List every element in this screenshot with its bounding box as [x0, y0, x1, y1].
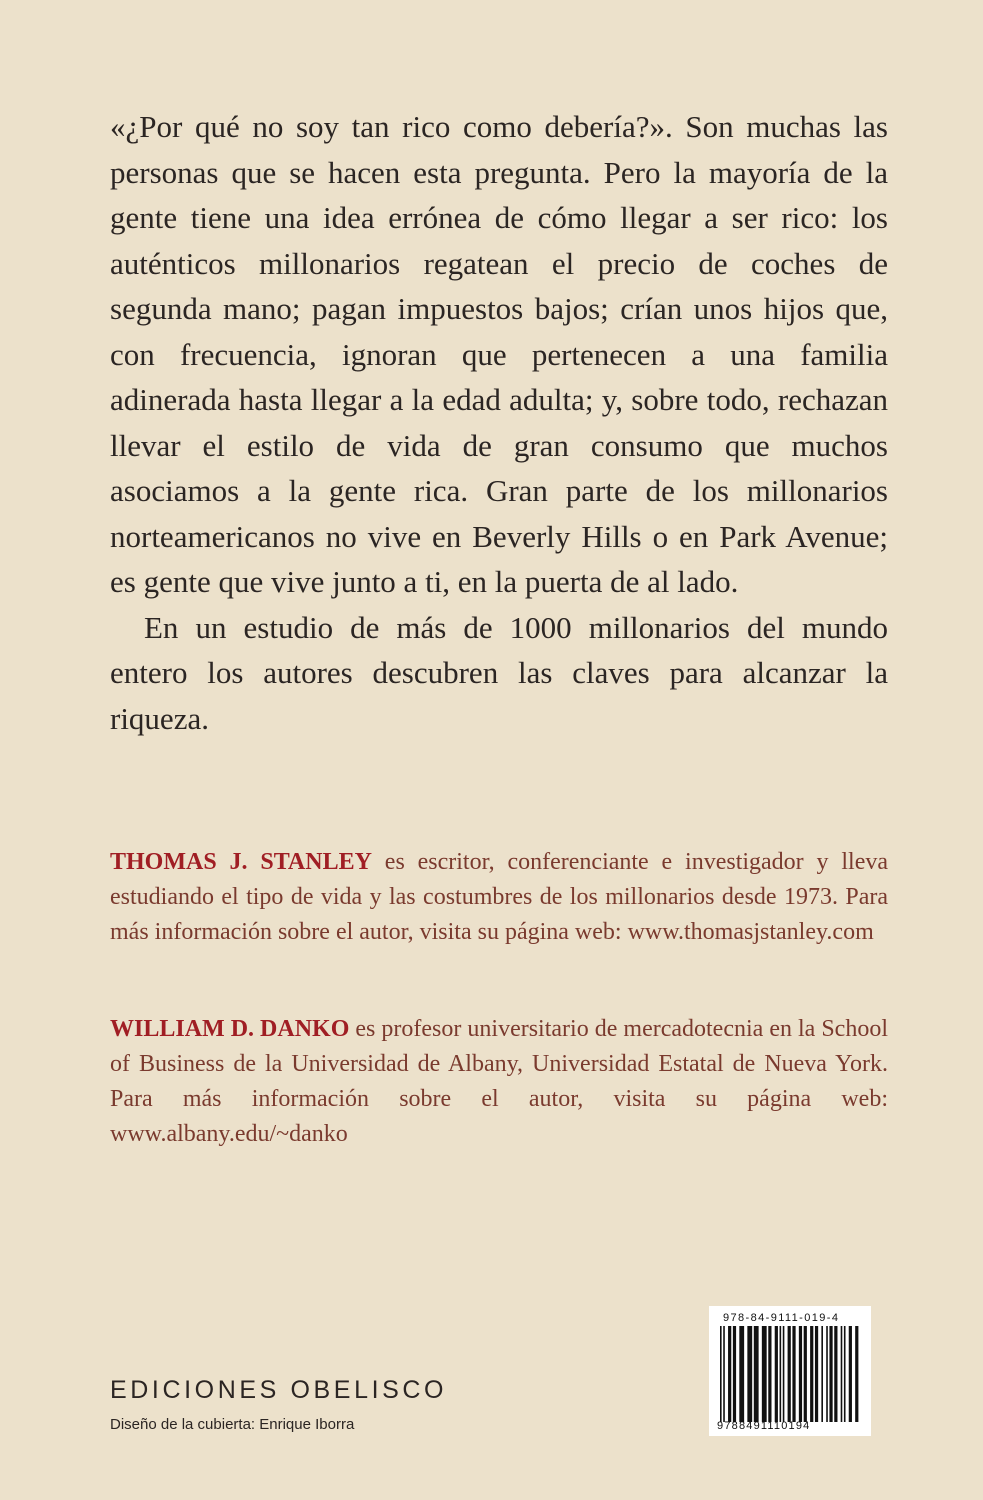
synopsis-paragraph-1: «¿Por qué no soy tan rico como debería?». Son muchas las personas que se hacen esta pregunta. Pero la mayoría de la gente tiene una idea errónea de cómo llegar a ser rico: los auténticos millonarios regatean el precio de coches de segunda mano; pagan impuestos bajos; crían unos hijos que, con frecuencia, ignoran que pertenecen a una familia adinerada hasta llegar a la edad adulta; y, sobre todo, rechazan llevar el estilo de vida de gran consumo que muchos asociamos a la gente rica. Gran parte de los millonarios norteamericanos no vive en Beverly Hills o en Park Avenue; es gente que vive junto a ti, en la puerta de al lado. [110, 109, 888, 599]
barcode-bar [747, 1326, 752, 1422]
cover-design-credit: Diseño de la cubierta: Enrique Iborra [110, 1416, 355, 1433]
author-bio-text: es escritor, conferenciante e investigador y lleva estudiando el tipo de vida y las costumbres de los millonarios desde 1973. Para más información sobre el autor, visita su página web: www.thomasjstanley.com [110, 849, 888, 945]
barcode-bar [834, 1326, 837, 1422]
barcode-bar [723, 1326, 725, 1422]
barcode-bars [720, 1326, 860, 1422]
barcode-bar [799, 1326, 802, 1422]
barcode-bar [855, 1326, 858, 1422]
author-name: WILLIAM D. DANKO [110, 1016, 350, 1042]
barcode-bar [728, 1326, 731, 1422]
barcode-bar [788, 1326, 791, 1422]
barcode-bar [829, 1326, 832, 1422]
barcode-bar [849, 1326, 852, 1422]
barcode-bar [780, 1326, 782, 1422]
author-bio-stanley [110, 845, 888, 950]
isbn-number: 978-84-9111-019-4 [723, 1312, 840, 1324]
barcode-bar [826, 1326, 828, 1422]
author-bio-danko [110, 1012, 888, 1152]
barcode-bar [821, 1326, 823, 1422]
barcode-bar [810, 1326, 813, 1422]
synopsis-paragraph-2: En un estudio de más de 1000 millonarios del mundo entero los autores descubren las claves para alcanzar la riqueza. [110, 609, 888, 736]
publisher-name: EDICIONES OBELISCO [110, 1376, 448, 1404]
barcode-bar [783, 1326, 785, 1422]
barcode-bar [762, 1326, 767, 1422]
ean-number: 9788491110194 [717, 1420, 811, 1432]
barcode-bar [775, 1326, 778, 1422]
barcode-bar [720, 1326, 722, 1422]
author-name: THOMAS J. STANLEY [110, 849, 372, 875]
barcode-bar [815, 1326, 818, 1422]
synopsis [110, 104, 888, 741]
barcode-bar [804, 1326, 807, 1422]
isbn-barcode [709, 1306, 871, 1436]
barcode-bar [792, 1326, 795, 1422]
barcode-bar [739, 1326, 744, 1422]
barcode-bar [768, 1326, 771, 1422]
barcode-bar [754, 1326, 759, 1422]
barcode-bar [733, 1326, 736, 1422]
author-bio-text: es profesor universitario de mercadotecnia en la School of Business de la Universidad de Albany, Universidad Estatal de Nueva York. Para más información sobre el autor, visita su página web: www.albany.edu/~danko [110, 1016, 889, 1147]
barcode-bar [844, 1326, 846, 1422]
barcode-bar [841, 1326, 843, 1422]
